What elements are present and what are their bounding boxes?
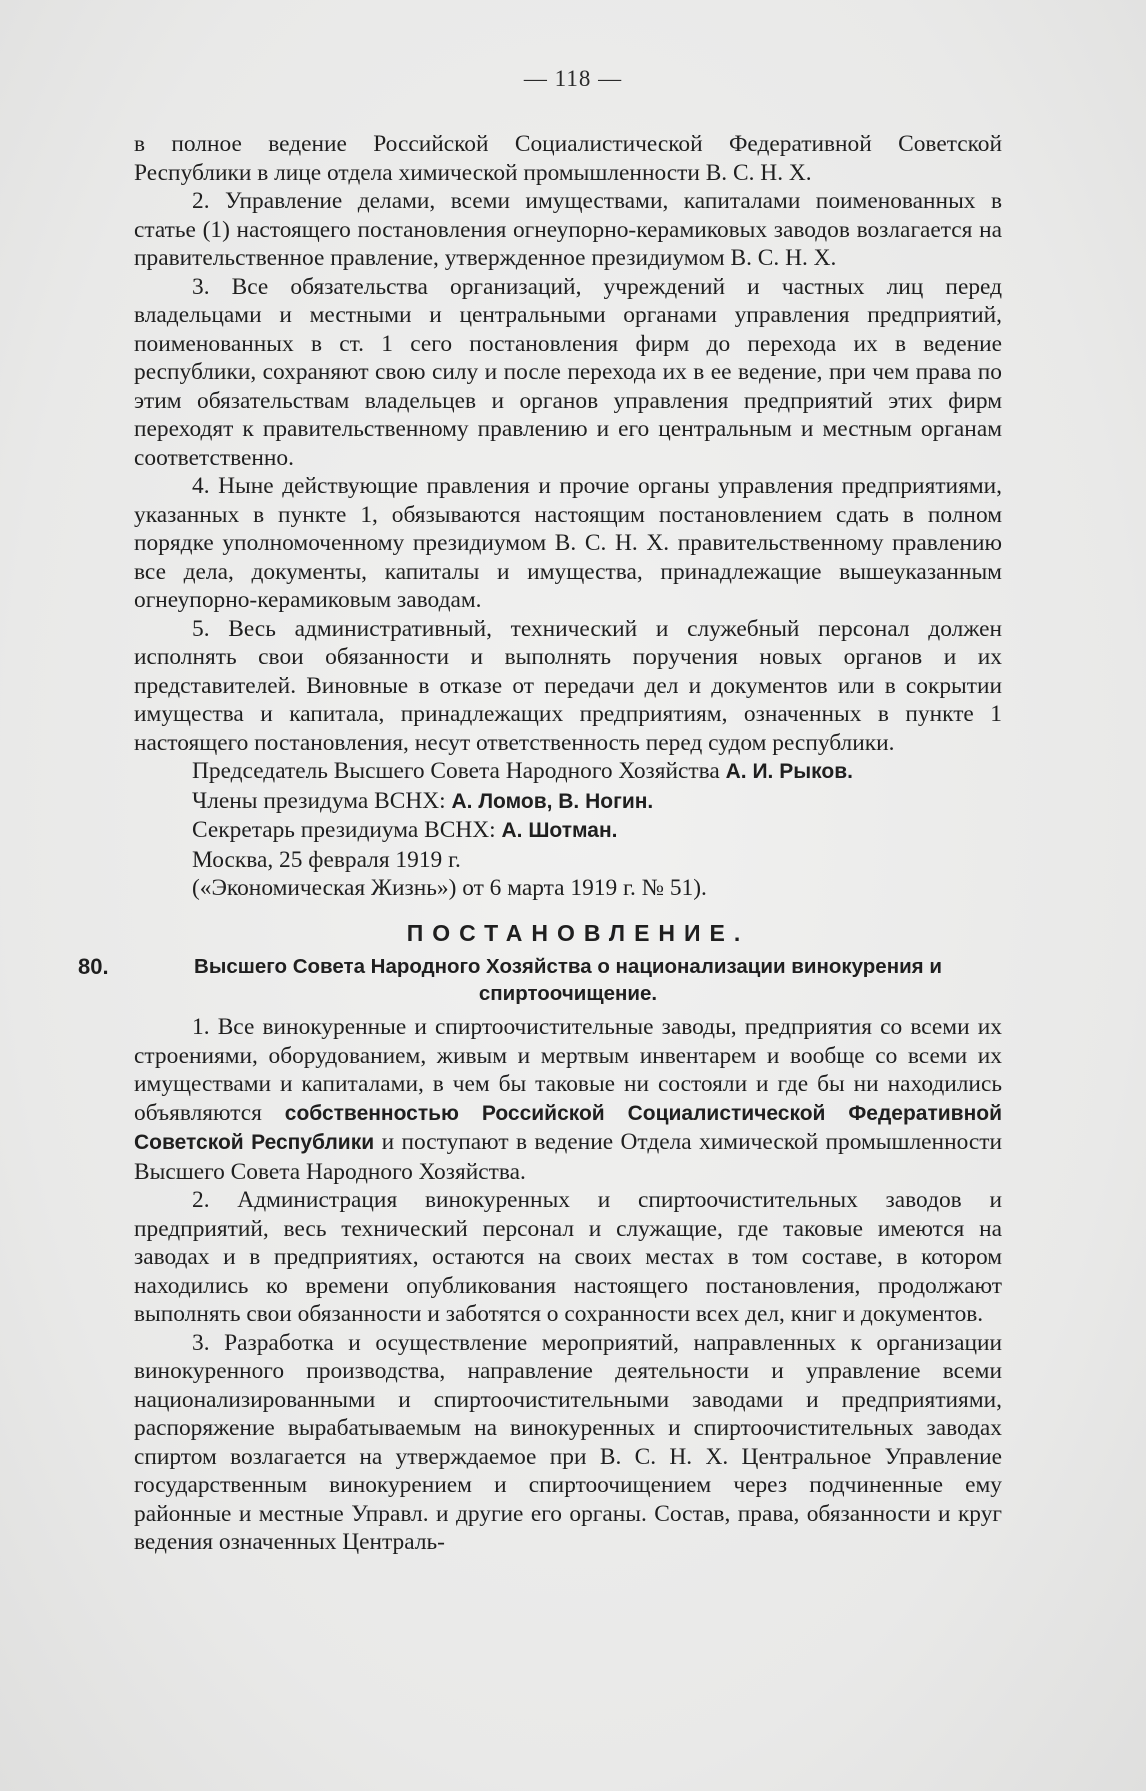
signature-chairman — [134, 757, 1002, 787]
doc80-paragraph-1-end: и поступают в ведение Отдела химической промышленности Высшего Совета Народного Хозяйства. — [134, 1129, 1002, 1185]
place-date: Москва, 25 февраля 1919 г. — [192, 846, 461, 873]
doc80-paragraph-1-start: 1. Все винокуренные и спиртоочистительные заводы, предприятия со всеми их строениями, оборудованием, живым и мертвым инвентарем и вообще со всеми их имуществами и капиталами, в чем бы таковые ни состояли и где бы ни находились объявляются — [134, 1014, 1002, 1126]
doc80-paragraph-3: 3. Разработка и осуществление мероприятий, направленных к организации винокуренного производства, направление деятельности и управление всеми национализированными и спиртоочистительными заводами и предприятиями, распоряжение вырабатываемым на винокуренных и спиртоочистительных заводах спиртом возлагается на утверждаемое при В. С. Н. Х. Центральное Управление государственным винокурением и спиртоочищением через подчиненные ему районные и местные Управл. и другие его органы. Состав, права, обязанности и круг ведения означенных Централь- — [134, 1329, 1002, 1555]
signature-secretary — [134, 816, 1002, 846]
subtitle-line-2: спиртоочищение. — [478, 982, 658, 1005]
prev-paragraph-5: 5. Весь административный, технический и служебный персонал должен исполнять свои обязанности и выполнять поручения новых органов и их представителей. Виновные в отказе от передачи дел и документов или в сокрытии имущества и капитала, принадлежащих предприятиям, означенных в пункте 1 настоящего постановления, несут ответственность перед судом республики. — [134, 615, 1002, 756]
signature-chairman-label: Председатель Высшего Совета Народного Хозяйства — [192, 758, 720, 784]
doc80-paragraph-1 — [134, 1013, 1002, 1186]
section-heading: ПОСТАНОВЛЕНИЕ. — [406, 919, 750, 946]
subtitle-line-1: Высшего Совета Народного Хозяйства о национализации винокурения и — [194, 955, 942, 978]
signature-members-names: А. Ломов, В. Ногин. — [451, 789, 654, 813]
document-number: 80. — [78, 954, 109, 979]
signature-secretary-label: Секретарь президиума ВСНХ: — [192, 817, 496, 843]
page-number: — 118 — — [523, 66, 623, 91]
signature-members-label: Члены президума ВСНХ: — [192, 787, 446, 814]
prev-paragraph-4: 4. Ныне действующие правления и прочие органы управления предприятиями, указанных в пункте 1, обязываются настоящим постановлением сдать в полном порядке уполномоченному президиумом В. С. Н. Х. правительственному правлению все дела, документы, капиталы и имущества, принадлежащие вышеуказанным огнеупорно-керамиковым заводам. — [134, 473, 1002, 613]
signature-secretary-name: А. Шотман. — [501, 819, 618, 842]
signature-chairman-name: А. И. Рыков. — [725, 760, 853, 783]
prev-paragraph-2: 2. Управление делами, всеми имуществами, капиталами поименованных в статье (1) настоящего постановления огнеупорно-керамиковых заводов возлагается на правительственное правление, утвержденное президиумом В. С. Н. Х. — [134, 188, 1002, 271]
doc80-paragraph-1-emphasis: собственностью Российской Социалистической Федеративной Советской Республики — [134, 1101, 1002, 1154]
doc80-paragraph-2: 2. Администрация винокуренных и спиртоочистительных заводов и предприятий, весь технический персонал и служащие, где таковые имеются на заводах и в предприятиях, остаются на своих местах в том составе, в котором находились ко времени опубликования настоящего постановления, продолжают выполнять свои обязанности и заботятся о сохранности всех дел, книг и документов. — [134, 1187, 1002, 1327]
document-body — [78, 130, 1002, 1557]
section-subtitle — [78, 953, 1002, 1007]
signature-members — [134, 787, 1002, 817]
prev-paragraph-3: 3. Все обязательства организаций, учреждений и частных лиц перед владельцами и местными и центральными органами управления предприятий, поименованных в ст. 1 сего постановления фирм до перехода их в ведение республики, сохраняют свою силу и после перехода их в ее ведение, при чем права по этим обязательствам владельцев и органов управления предприятий этих фирм переходят к правительственному правлению и его центральным и местным органам соответственно. — [134, 273, 1002, 471]
source-citation: («Экономическая Жизнь») от 6 марта 1919 г. № 51). — [192, 875, 707, 901]
prev-paragraph-continuation: в полное ведение Российской Социалистической Федеративной Советской Республики в лице отдела химической промышленности В. С. Н. Х. — [134, 131, 1002, 186]
